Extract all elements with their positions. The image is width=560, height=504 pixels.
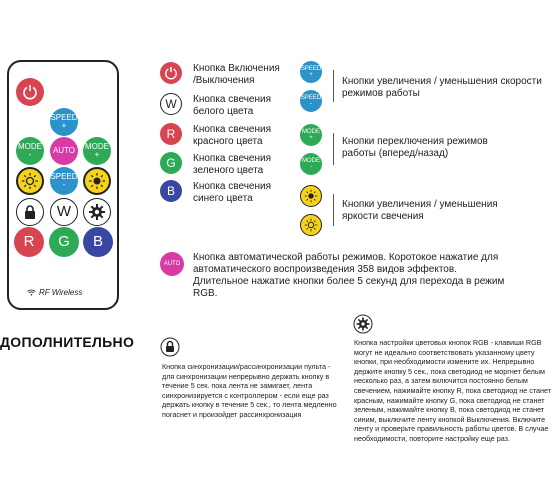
r-label: R <box>23 233 35 250</box>
remote-brand <box>27 288 82 297</box>
minus-label: - <box>28 150 32 159</box>
gear-icon <box>353 314 373 334</box>
mode-label: MODE <box>302 158 320 164</box>
minus-label: - <box>62 180 66 189</box>
w-label: W <box>56 203 72 220</box>
sync-note: Кнопка синхронизации/рассинхронизации пульта - для синхронизации непрерывно держать кнопку в течение 5 сек. пока лента не замигает, лента синхронизируется с контроллером - если еще раз держать кнопку в течение 5 сек., то лента медленно погаснет и произойдет рассинхронизация <box>162 362 337 419</box>
additional-heading: ДОПОЛНИТЕЛЬНО <box>0 334 135 350</box>
legend-auto-text: Кнопка автоматической работы режимов. Коротокое нажатие для автоматического воспроизведения 358 видов эффектов. Длительное нажатие кнопки более 5 секунд для перехода в режим RGB. <box>193 252 505 299</box>
sun-icon <box>21 172 39 190</box>
sun-icon <box>304 218 318 232</box>
plus-label: + <box>94 150 100 159</box>
speed-label: SPEED <box>50 172 78 181</box>
remote-auto-button[interactable] <box>50 137 78 165</box>
minus-label: - <box>310 101 312 107</box>
plus-label: + <box>309 135 313 141</box>
remote-red-button[interactable] <box>14 227 44 257</box>
remote-power-button[interactable] <box>16 78 44 106</box>
legend-power-text: Кнопка Включения /Выключения <box>193 63 280 86</box>
auto-label: AUTO <box>163 261 181 267</box>
r-label: R <box>166 127 176 141</box>
remote-green-button[interactable] <box>49 227 79 257</box>
lock-icon <box>22 204 38 220</box>
remote-speed-up-button[interactable] <box>50 108 78 136</box>
plus-label: + <box>61 121 67 130</box>
sun-icon <box>88 172 106 190</box>
legend-speed-up-icon <box>300 61 322 83</box>
lock-icon <box>160 337 180 357</box>
remote-mode-back-button[interactable] <box>16 137 44 165</box>
rgb-setup-note: Кнопка настройки цветовых кнопок RGB - клавиши RGB могут не идеально соответствовать указанному цвету кнопки, при необходимости измените их. Непрерывно держите кнопку 5 сек., пока светодиод не моргнет белым несколько раз, а затем включится постоянно белым свечением, нажимайте кнопку R, пока светодиод не станет красным, нажимайте кнопку G, пока светодиод не станет зеленым, нажимайте кнопку B, пока светодиод не станет синим, выключите ленту кнопкой Выключения. Включите ленту и проверьте правильность работы цветов. В случае необходимости, повторите настройку еще раз. <box>354 338 552 443</box>
legend-speed-down-icon <box>300 90 322 112</box>
remote-speed-down-button[interactable] <box>50 167 78 195</box>
mode-label: MODE <box>18 142 42 151</box>
legend-brightness-down-icon <box>300 214 322 236</box>
gear-icon <box>88 203 106 221</box>
legend-brightness-text: Кнопки увеличения / уменьшения яркости свечения <box>342 199 498 222</box>
remote-sync-button[interactable] <box>16 198 44 226</box>
b-label: B <box>92 233 103 250</box>
legend-green-icon <box>160 152 182 174</box>
brand-label: RF Wireless <box>39 288 83 297</box>
auto-label: AUTO <box>52 146 76 155</box>
minus-label: - <box>310 164 312 170</box>
g-label: G <box>166 156 176 170</box>
remote-brightness-down-button[interactable] <box>16 167 44 195</box>
mode-bracket <box>333 133 334 165</box>
speed-label: SPEED <box>300 66 322 72</box>
legend-mode-back-icon <box>300 153 322 175</box>
speed-label: SPEED <box>300 95 322 101</box>
wifi-icon <box>27 289 36 296</box>
legend-white-text: Кнопка свечения белого цвета <box>193 94 271 117</box>
speed-label: SPEED <box>50 113 78 122</box>
sun-icon <box>304 189 318 203</box>
legend-speed-text: Кнопки увеличения / уменьшения скорости режимов работы <box>342 76 542 99</box>
legend-red-icon <box>160 123 182 145</box>
w-label: W <box>165 97 177 111</box>
legend-blue-icon <box>160 180 182 202</box>
legend-brightness-up-icon <box>300 185 322 207</box>
remote-brightness-up-button[interactable] <box>83 167 111 195</box>
g-label: G <box>58 233 70 250</box>
speed-bracket <box>333 70 334 102</box>
remote-rgb-setup-button[interactable] <box>83 198 111 226</box>
legend-white-icon <box>160 93 182 115</box>
legend-blue-text: Кнопка свечения синего цвета <box>193 181 271 204</box>
legend-green-text: Кнопка свечения зеленого цвета <box>193 153 271 176</box>
remote-blue-button[interactable] <box>83 227 113 257</box>
legend-red-text: Кнопка свечения красного цвета <box>193 124 271 147</box>
power-icon <box>164 66 178 80</box>
legend-auto-icon <box>160 252 184 276</box>
legend-mode-text: Кнопки переключения режимов работы (вперед/назад) <box>342 136 488 159</box>
legend-power-icon <box>160 62 182 84</box>
gear-circle-icon <box>353 314 373 334</box>
brightness-bracket <box>333 194 334 226</box>
lock-circle-icon <box>160 337 180 357</box>
mode-label: MODE <box>85 142 109 151</box>
b-label: B <box>166 184 175 198</box>
remote-white-button[interactable] <box>50 198 78 226</box>
remote-mode-forward-button[interactable] <box>83 137 111 165</box>
legend-mode-forward-icon <box>300 124 322 146</box>
remote-control <box>7 60 119 310</box>
power-icon <box>22 84 38 100</box>
mode-label: MODE <box>302 129 320 135</box>
plus-label: + <box>309 72 313 78</box>
